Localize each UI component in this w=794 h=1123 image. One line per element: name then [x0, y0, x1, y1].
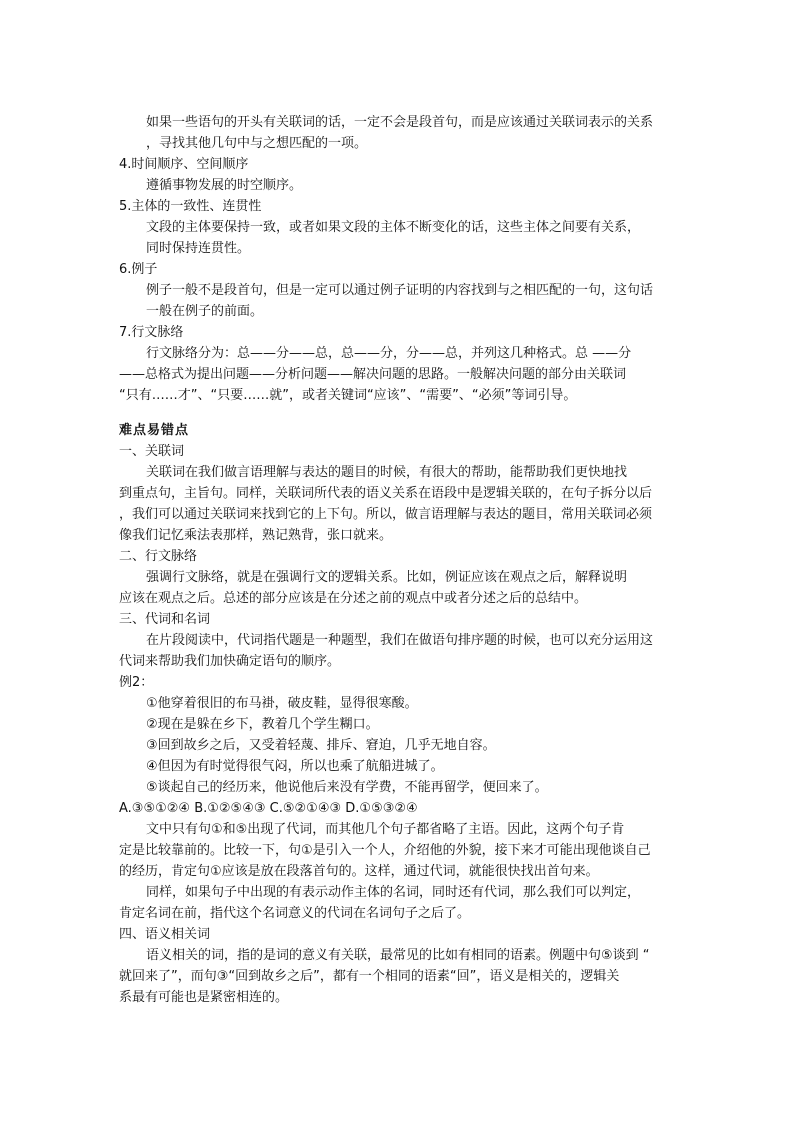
- text-line: 像我们记忆乘法表那样，熟记熟背，张口就来。: [119, 528, 393, 543]
- text-line: 系最有可能也是紧密相连的。: [119, 990, 289, 1005]
- text-line: 语义相关的词，指的是词的意义有关联，最常见的比如有相同的语素。例题中句⑤谈到 “: [146, 948, 650, 963]
- text-line: 关联词在我们做言语理解与表达的题目的时候，有很大的帮助，能帮助我们更快地找: [146, 465, 628, 480]
- text-line: 肯定名词在前，指代这个名词意义的代词在名词句子之后了。: [119, 906, 471, 921]
- text-line: 5.主体的一致性、连贯性: [119, 199, 262, 214]
- text-line: A.③⑤①②④ B.①②⑤④③ C.⑤②①④③ D.①⑤③②④: [119, 801, 418, 816]
- text-line: 例2：: [119, 675, 154, 690]
- text-line: 四、语义相关词: [119, 927, 211, 942]
- text-line: 如果一些语句的开头有关联词的话，一定不会是段首句，而是应该通过关联词表示的关系: [146, 115, 654, 130]
- text-line: 二、行文脉络: [119, 549, 198, 564]
- text-line: ③回到故乡之后，又受着轻蔑、排斥、窘迫，几乎无地自容。: [146, 738, 496, 753]
- text-line: 同时保持连贯性。: [146, 241, 251, 256]
- text-line: ④但因为有时觉得很气闷，所以也乘了航船进城了。: [146, 759, 444, 774]
- text-line: 例子一般不是段首句，但是一定可以通过例子证明的内容找到与之相匹配的一句，这句话: [146, 283, 654, 298]
- text-line: 到重点句，主旨句。同样，关联词所代表的语义关系在语段中是逻辑关联的，在句子拆分以后: [119, 486, 653, 501]
- text-line: 在片段阅读中，代词指代题是一种题型，我们在做语句排序题的时候，也可以充分运用这: [146, 633, 654, 648]
- text-line: 行文脉络分为：总——分——总，总——分，分——总，并列这几种格式。总 ——分: [146, 346, 632, 361]
- body-text-top: [119, 112, 679, 406]
- text-line: ①他穿着很旧的布马褂，破皮鞋，显得很寒酸。: [146, 696, 418, 711]
- text-line: 7.行文脉络: [119, 325, 184, 340]
- text-line: 代词来帮助我们加快确定语句的顺序。: [119, 654, 341, 669]
- section-title: 难点易错点: [119, 423, 190, 438]
- text-line: 强调行文脉络，就是在强调行文的逻辑关系。比如，例证应该在观点之后，解释说明: [146, 570, 628, 585]
- text-line: 4.时间顺序、空间顺序: [119, 157, 249, 172]
- text-line: 应该在观点之后。总述的部分应该是在分述之前的观点中或者分述之后的总结中。: [119, 591, 588, 606]
- text-line: 就回来了”，而句③“回到故乡之后”，都有一个相同的语素“回”，语义是相关的，逻辑关: [119, 969, 620, 984]
- text-line: 的经历，肯定句①应该是放在段落首句的。这样，通过代词，就能很快找出首句来。: [119, 864, 599, 879]
- text-line: 6.例子: [119, 262, 158, 277]
- text-line: 定是比较靠前的。比较一下，句①是引入一个人，介绍他的外貌，接下来才可能出现他谈自己: [119, 843, 651, 858]
- body-text-bottom: [119, 441, 679, 1008]
- text-line: ⑤谈起自己的经历来，他说他后来没有学费，不能再留学，便回来了。: [146, 780, 548, 795]
- spacer: [119, 406, 679, 420]
- document-page: [119, 112, 679, 1008]
- text-line: 同样，如果句子中出现的有表示动作主体的名词，同时还有代词，那么我们可以判定，: [146, 885, 641, 900]
- text-line: ②现在是躲在乡下，教着几个学生糊口。: [146, 717, 379, 732]
- text-line: 三、代词和名词: [119, 612, 211, 627]
- text-line: 文段的主体要保持一致，或者如果文段的主体不断变化的话，这些主体之间要有关系，: [146, 220, 641, 235]
- text-line: 一般在例子的前面。: [146, 304, 264, 319]
- text-line: ——总格式为提出问题——分析问题——解决问题的思路。一般解决问题的部分由关联词: [119, 367, 627, 382]
- text-line: ，我们可以通过关联词来找到它的上下句。所以，做言语理解与表达的题目，常用关联词必须: [119, 507, 653, 522]
- text-line: ，寻找其他几句中与之想匹配的一项。: [146, 136, 368, 151]
- text-line: 一、关联词: [119, 444, 185, 459]
- text-line: 文中只有句①和⑤出现了代词，而其他几个句子都省略了主语。因此，这两个句子肯: [146, 822, 625, 837]
- text-line: “只有……才”、“只要……就”，或者关键词“应该”、“需要”、“必须”等词引导。: [119, 388, 577, 403]
- text-line: 遵循事物发展的时空顺序。: [146, 178, 303, 193]
